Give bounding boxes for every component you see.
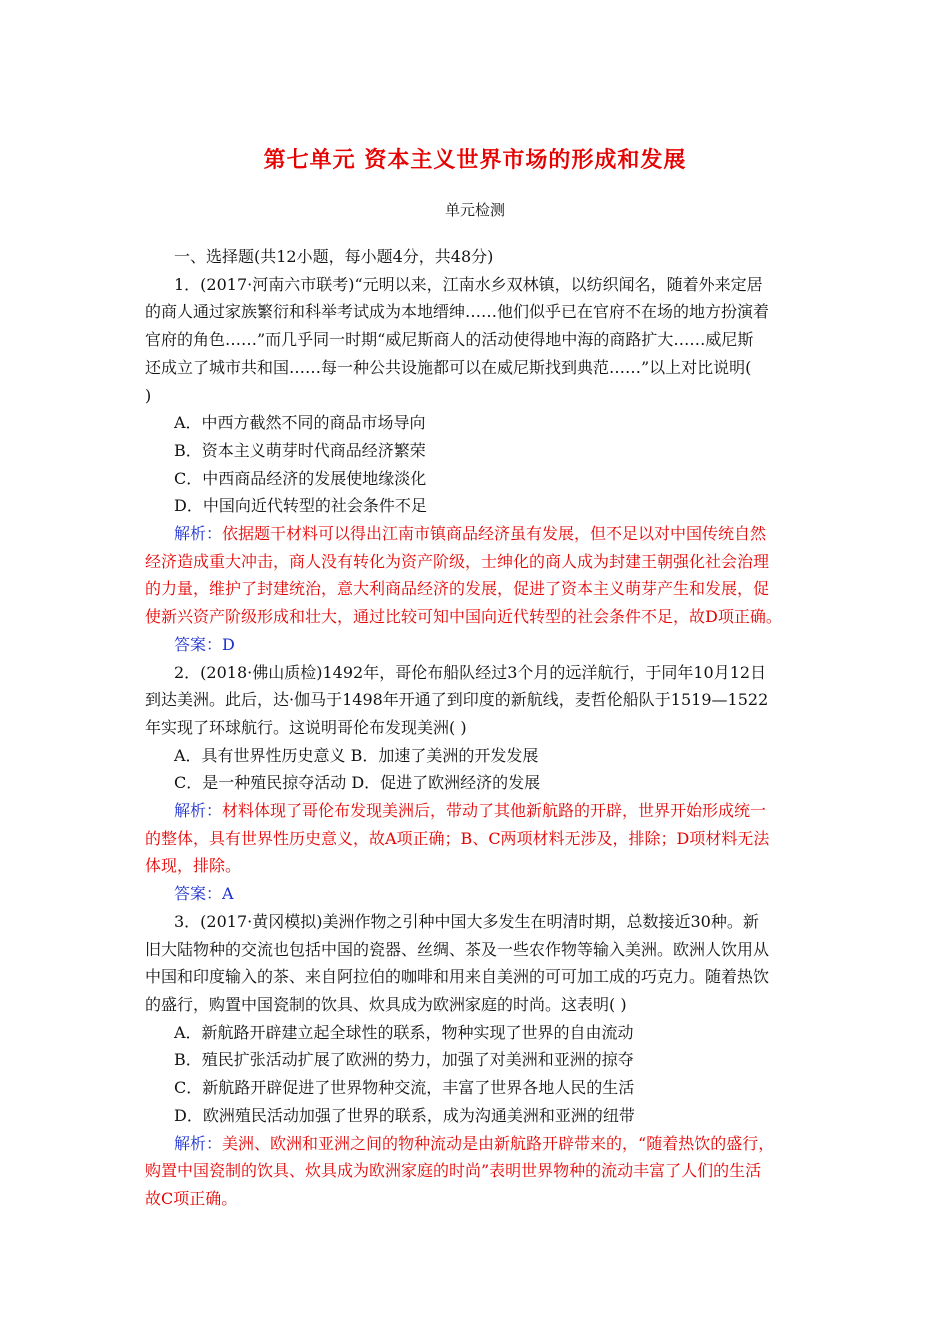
question-2 — [145, 659, 810, 908]
option-a: A．中西方截然不同的商品市场导向 — [174, 413, 426, 433]
question-stem-line: 还成立了城市共和国……每一种公共设施都可以在威尼斯找到典范……”以上对比说明( — [145, 357, 752, 377]
analysis-label: 解析： — [174, 524, 223, 544]
analysis-line: 的整体，具有世界性历史意义，故A项正确；B、C两项材料无涉及，排除；D项材料无法 — [145, 828, 770, 848]
answer: 答案：D — [174, 634, 235, 654]
option-d: D．中国向近代转型的社会条件不足 — [174, 496, 427, 516]
section-heading: 一、选择题(共12小题，每小题4分，共48分) — [174, 247, 494, 266]
analysis-line: 使新兴资产阶级形成和壮大，通过比较可知中国向近代转型的社会条件不足，故D项正确。 — [145, 607, 782, 627]
question-stem-line: 到达美洲。此后，达·伽马于1498年开通了到印度的新航线，麦哲伦船队于1519—1522 — [145, 690, 769, 710]
page-title: 第七单元 资本主义世界市场的形成和发展 — [263, 148, 687, 173]
analysis-line — [145, 520, 810, 548]
answer: 答案：A — [174, 884, 234, 904]
question-stem-line: 的商人通过家族繁衍和科举考试成为本地缙绅……他们似乎已在官府不在场的地方扮演着 — [145, 302, 770, 322]
question-stem-line: 2．(2018·佛山质检)1492年，哥伦布船队经过3个月的远洋航行，于同年10月12日 — [174, 662, 767, 682]
option-d: D．欧洲殖民活动加强了世界的联系，成为沟通美洲和亚洲的纽带 — [174, 1105, 635, 1125]
analysis-line: 经济造成重大冲击，商人没有转化为资产阶级，士绅化的商人成为封建王朝强化社会治理 — [145, 551, 770, 571]
analysis-line: 的力量，维护了封建统治，意大利商品经济的发展，促进了资本主义萌芽产生和发展，促 — [145, 579, 770, 599]
question-3 — [145, 908, 810, 1213]
option-c: C．中西商品经济的发展使地缘淡化 — [174, 468, 427, 488]
option-a: A．新航路开辟建立起全球性的联系，物种实现了世界的自由流动 — [174, 1022, 634, 1042]
analysis-text: 美洲、欧洲和亚洲之间的物种流动是由新航路开辟带来的，“随着热饮的盛行， — [222, 1133, 775, 1153]
analysis-line: 体现，排除。 — [145, 856, 242, 876]
analysis-label: 解析： — [174, 1133, 223, 1153]
analysis-text: 依据题干材料可以得出江南市镇商品经济虽有发展，但不足以对中国传统自然 — [222, 524, 767, 544]
analysis-line: 故C项正确。 — [145, 1188, 238, 1208]
option-b: B．殖民扩张活动扩展了欧洲的势力，加强了对美洲和亚洲的掠夺 — [174, 1050, 634, 1070]
question-1 — [145, 271, 810, 659]
analysis-line: 购置中国瓷制的饮具、炊具成为欧洲家庭的时尚”表明世界物种的流动丰富了人们的生活 — [145, 1161, 762, 1181]
question-stem-line: 年实现了环球航行。这说明哥伦布发现美洲( ) — [145, 717, 467, 737]
page-subtitle: 单元检测 — [444, 201, 505, 219]
document-body — [145, 243, 810, 1213]
analysis-line — [145, 797, 810, 825]
option-row-cd: C．是一种殖民掠夺活动 D．促进了欧洲经济的发展 — [174, 773, 541, 793]
question-stem-line: 旧大陆物种的交流也包括中国的瓷器、丝绸、茶及一些农作物等输入美洲。欧洲人饮用从 — [145, 939, 770, 959]
question-stem-line: 3．(2017·黄冈模拟)美洲作物之引种中国大多发生在明清时期，总数接近30种。新 — [174, 911, 759, 931]
question-stem-line: 中国和印度输入的茶、来自阿拉伯的咖啡和用来自美洲的可可加工成的巧克力。随着热饮 — [145, 967, 770, 987]
question-stem-line: ) — [145, 385, 152, 405]
question-stem-line: 的盛行，购置中国瓷制的饮具、炊具成为欧洲家庭的时尚。这表明( ) — [145, 994, 627, 1014]
analysis-line — [145, 1130, 810, 1158]
option-b: B．资本主义萌芽时代商品经济繁荣 — [174, 440, 426, 460]
question-stem-line: 1．(2017·河南六市联考)“元明以来，江南水乡双林镇，以纺织闻名，随着外来定居 — [174, 274, 763, 294]
analysis-text: 材料体现了哥伦布发现美洲后，带动了其他新航路的开辟，世界开始形成统一 — [222, 801, 767, 821]
question-stem-line: 官府的角色……”而几乎同一时期“威尼斯商人的活动使得地中海的商路扩大……威尼斯 — [145, 330, 754, 350]
option-row-ab: A．具有世界性历史意义 B．加速了美洲的开发发展 — [174, 745, 539, 765]
analysis-label: 解析： — [174, 801, 223, 821]
option-c: C．新航路开辟促进了世界物种交流，丰富了世界各地人民的生活 — [174, 1078, 635, 1098]
